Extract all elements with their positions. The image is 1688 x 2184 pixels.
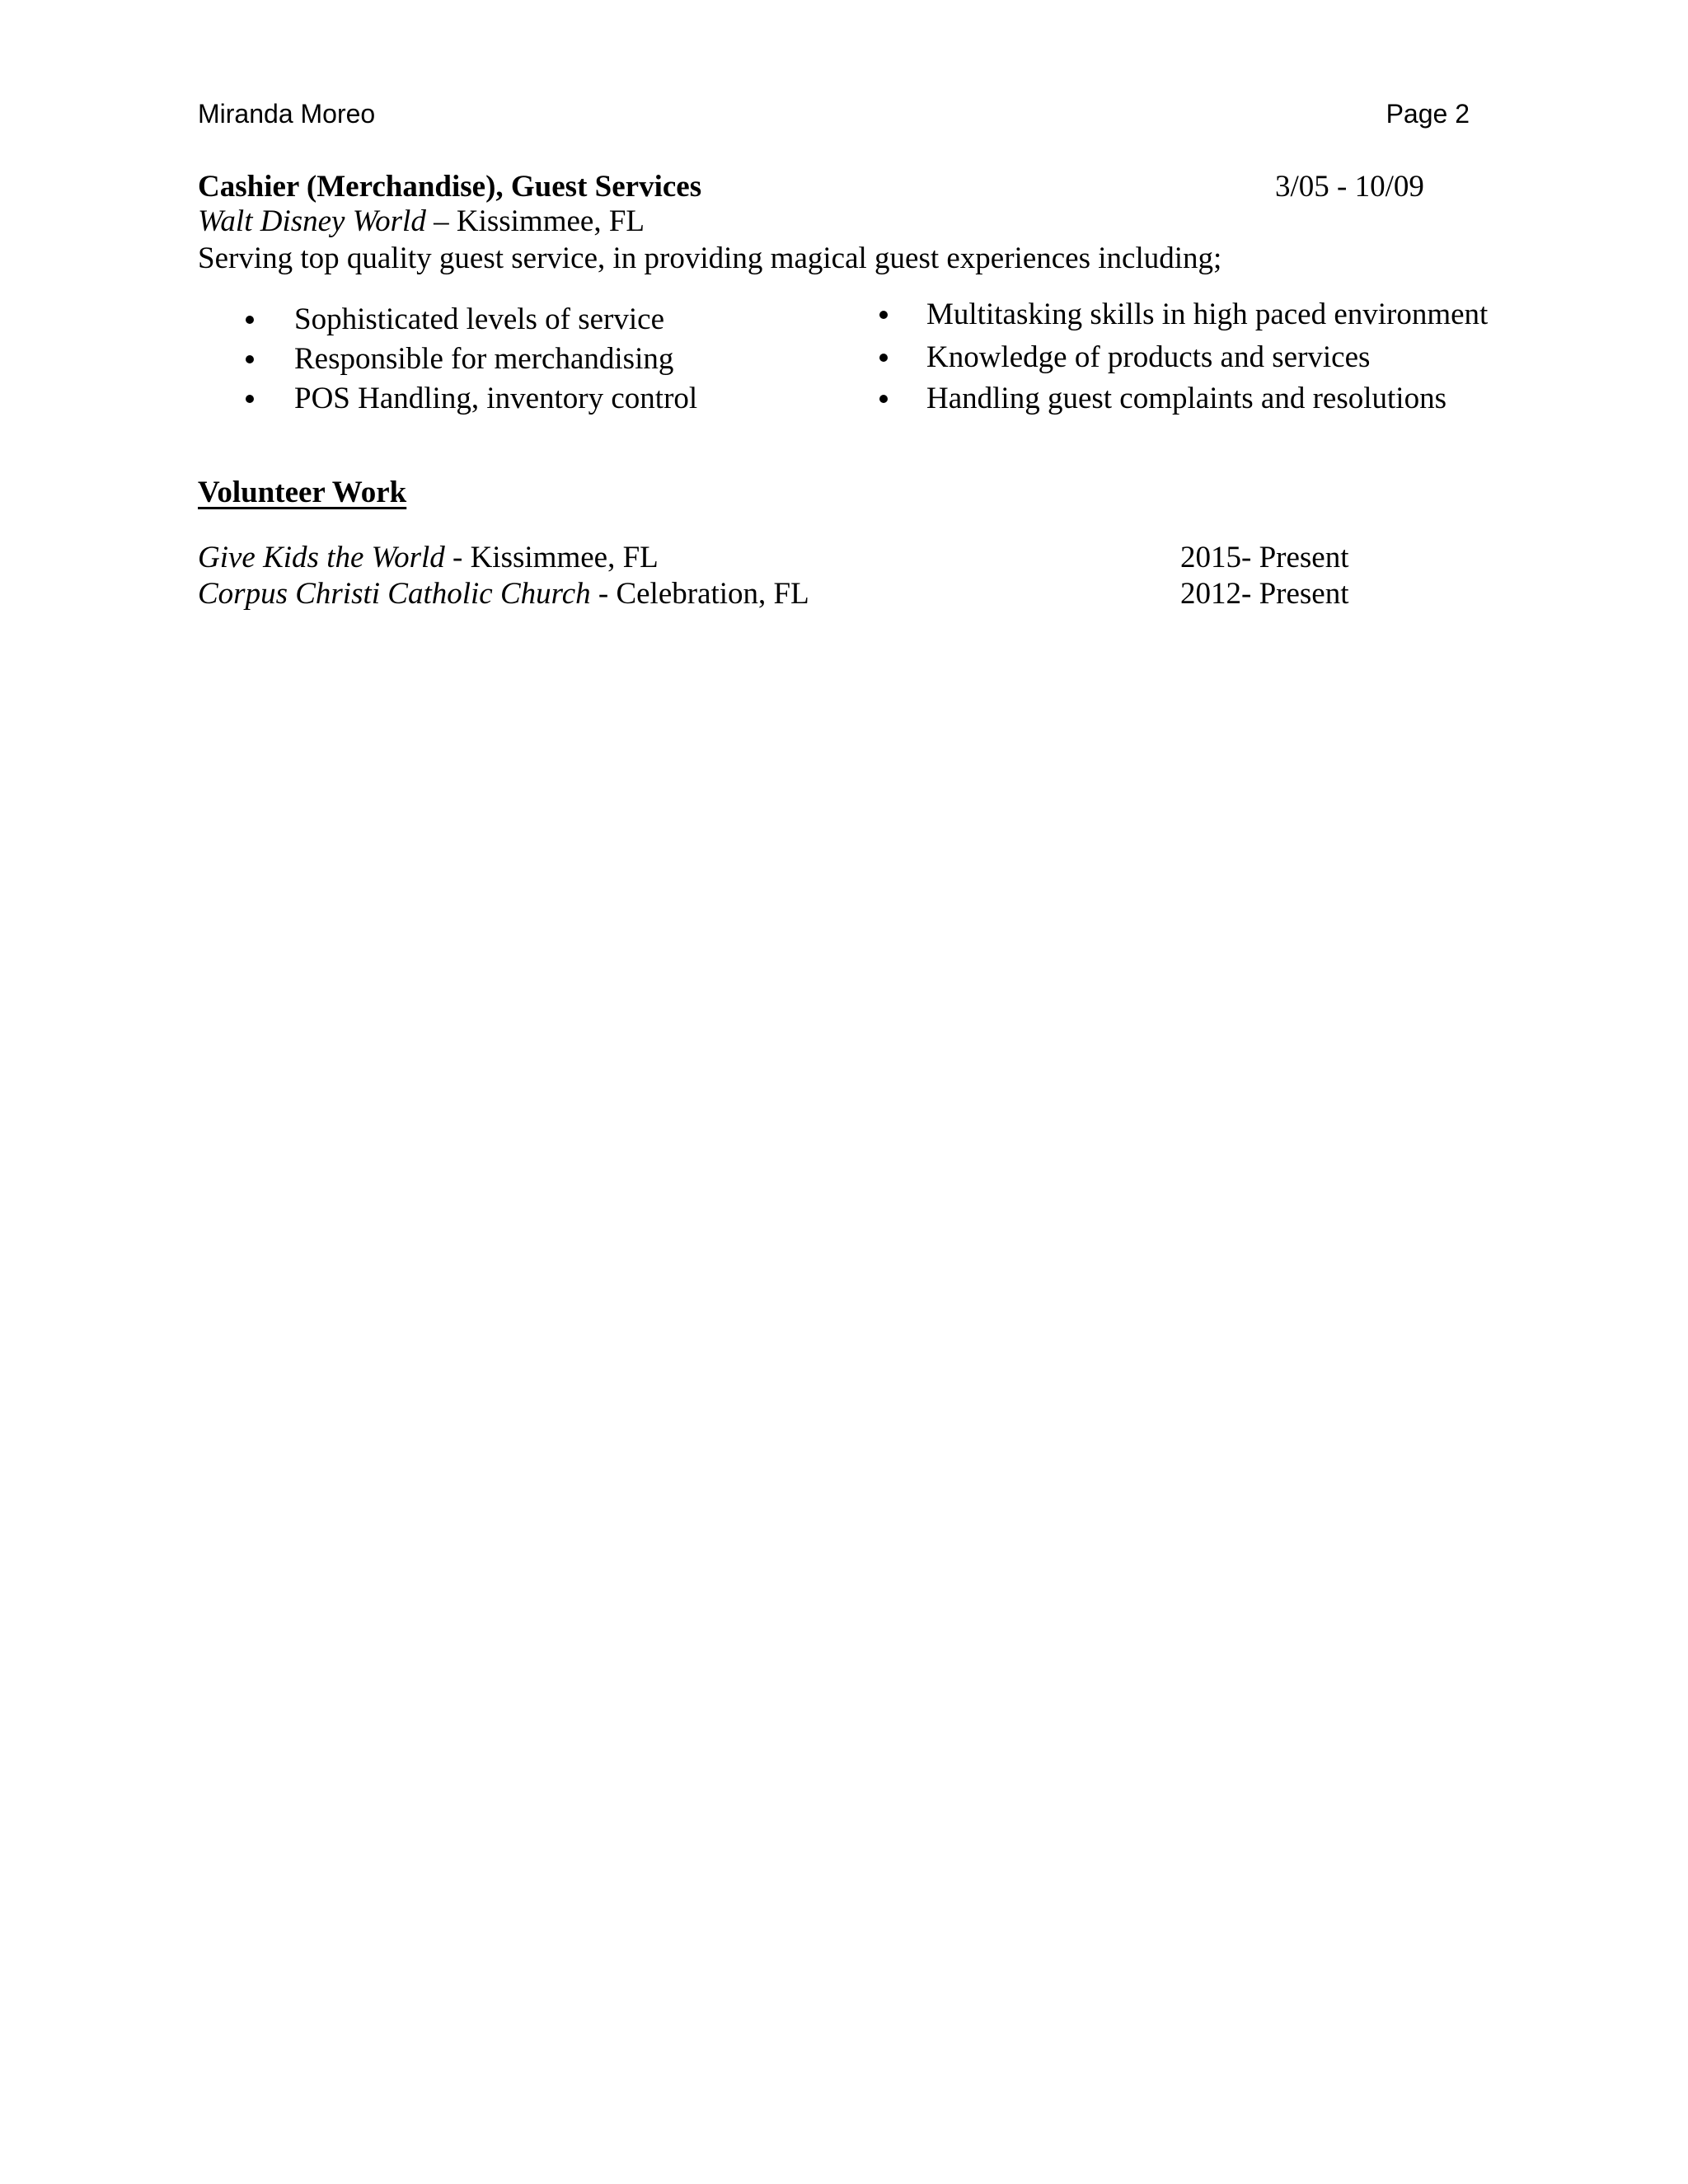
bullet-icon — [879, 395, 888, 403]
header-name: Miranda Moreo — [198, 99, 376, 129]
bullet-icon — [246, 316, 254, 324]
bullet-icon — [879, 311, 888, 319]
volunteer-location: - Kissimmee, FL — [444, 541, 659, 574]
header-page-number: Page 2 — [1386, 99, 1470, 129]
bullet-icon — [879, 354, 888, 362]
job-title: Cashier (Merchandise), Guest Services — [198, 170, 702, 204]
volunteer-dates: 2012- Present — [1180, 577, 1349, 611]
volunteer-heading: Volunteer Work — [198, 476, 407, 509]
job-employer-line — [198, 206, 645, 237]
job-location: – Kissimmee, FL — [425, 204, 645, 238]
bullet-icon — [246, 395, 254, 403]
volunteer-item-org-line — [198, 542, 659, 573]
job-summary: Serving top quality guest service, in providing magical guest experiences including; — [198, 241, 1222, 275]
volunteer-org: Give Kids the World — [198, 541, 445, 574]
volunteer-org: Corpus Christi Catholic Church — [198, 577, 591, 611]
volunteer-dates: 2015- Present — [1180, 541, 1349, 574]
document-page: Miranda Moreo Page 2 Cashier (Merchandise), Guest Services 3/05 - 10/09 Walt Disney World – Kissimmee, FL Serving top quality guest service, in providing magical guest experiences including; Sophisticated levels of service Responsible for merchandising POS Handling, inventory control Multitasking skills in high paced environment Knowledge of products and services Handling guest complaints and resolutions Volunteer Work Give Kids the World - Kissimmee, FL 2015- Present Corpus Christi Catholic Church - Celebration, FL 2012- Present — [198, 99, 1489, 611]
job-employer: Walt Disney World — [198, 204, 426, 238]
volunteer-location: - Celebration, FL — [590, 577, 809, 611]
job-dates: 3/05 - 10/09 — [1275, 170, 1424, 204]
bullet-icon — [246, 355, 254, 363]
volunteer-item-org-line — [198, 579, 809, 609]
